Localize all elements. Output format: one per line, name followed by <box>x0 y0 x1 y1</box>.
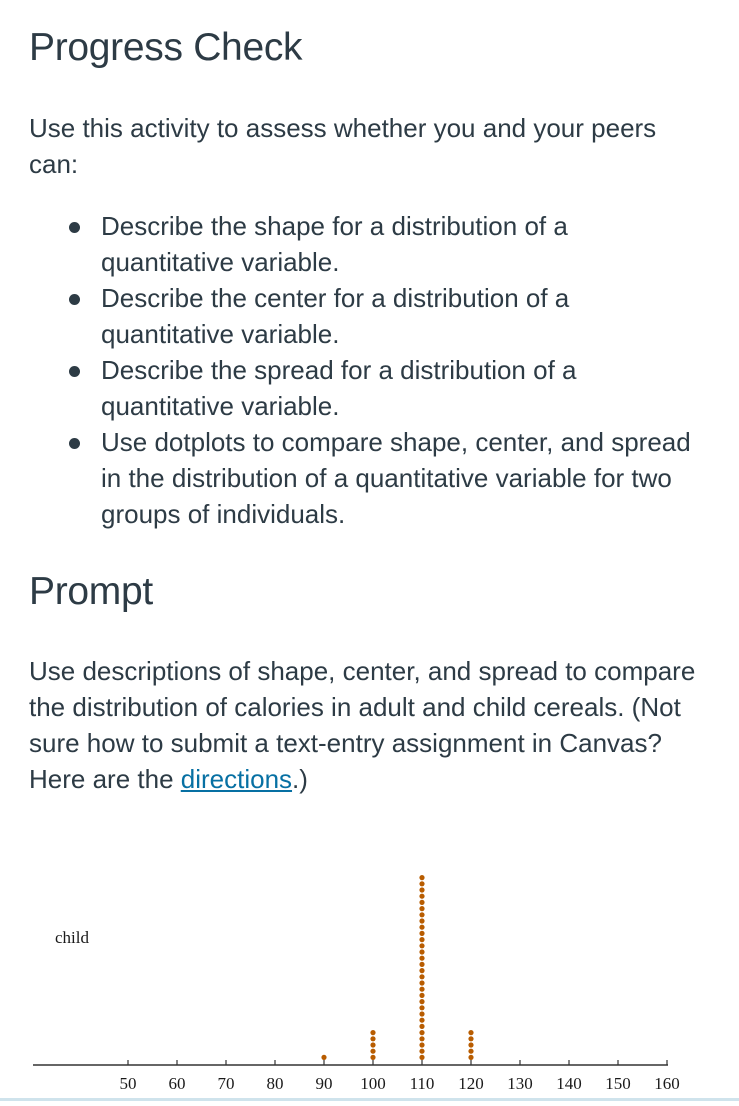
data-dot <box>419 1049 424 1054</box>
data-dot <box>370 1030 375 1035</box>
objective-text: Describe the spread for a distribution of a quantitative variable. <box>101 355 577 421</box>
data-dot <box>419 1055 424 1060</box>
x-tick-label: 160 <box>654 1074 680 1093</box>
data-dot <box>370 1049 375 1054</box>
objective-text: Use dotplots to compare shape, center, and spread in the distribution of a quantitative variable for two groups of individuals. <box>101 427 691 529</box>
prompt-title: Prompt <box>29 570 153 613</box>
data-dot <box>419 1018 424 1023</box>
dotplot-svg <box>0 840 739 1101</box>
data-dot <box>419 925 424 930</box>
intro-paragraph: Use this activity to assess whether you and your peers can: <box>29 113 657 179</box>
page-title: Progress Check <box>29 26 303 69</box>
data-dot <box>370 1055 375 1060</box>
data-dot <box>419 968 424 973</box>
x-tick-label: 150 <box>605 1074 631 1093</box>
data-dot <box>370 1042 375 1047</box>
x-tick-label: 120 <box>458 1074 484 1093</box>
data-dot <box>419 900 424 905</box>
data-dot <box>419 956 424 961</box>
data-dot <box>468 1049 473 1054</box>
bullet-icon <box>69 294 80 305</box>
data-dot <box>419 1030 424 1035</box>
data-dot <box>419 987 424 992</box>
objectives-list <box>0 208 700 532</box>
data-dot <box>419 875 424 880</box>
data-dot <box>419 980 424 985</box>
x-tick-label: 100 <box>360 1074 386 1093</box>
data-dot <box>419 1042 424 1047</box>
prompt-text-end: .) <box>292 764 308 794</box>
data-dot <box>419 881 424 886</box>
x-tick-label: 80 <box>266 1074 284 1093</box>
bullet-icon <box>69 366 80 377</box>
bullet-icon <box>69 438 80 449</box>
data-dot <box>419 943 424 948</box>
data-dot <box>419 1036 424 1041</box>
prompt-paragraph <box>29 653 709 797</box>
data-dot <box>419 1024 424 1029</box>
data-dot <box>468 1036 473 1041</box>
data-dot <box>419 949 424 954</box>
directions-link[interactable]: directions <box>180 764 293 794</box>
data-dot <box>419 918 424 923</box>
data-dot <box>419 999 424 1004</box>
group-label: child <box>55 928 89 947</box>
data-dot <box>419 962 424 967</box>
data-dot <box>468 1030 473 1035</box>
data-dot <box>419 912 424 917</box>
x-tick-label: 60 <box>168 1074 186 1093</box>
x-tick-label: 90 <box>315 1074 333 1093</box>
objective-text: Describe the center for a distribution of a quantitative variable. <box>101 283 570 349</box>
dotplot-chart <box>0 840 739 1101</box>
data-dot <box>419 1011 424 1016</box>
data-dot <box>419 906 424 911</box>
data-dot <box>468 1042 473 1047</box>
data-dot <box>419 974 424 979</box>
x-tick-label: 110 <box>409 1074 435 1093</box>
data-dot <box>419 887 424 892</box>
x-tick-label: 70 <box>217 1074 235 1093</box>
data-dot <box>419 931 424 936</box>
list-item <box>0 424 700 532</box>
objective-text: Describe the shape for a distribution of a quantitative variable. <box>101 211 568 277</box>
list-item <box>0 280 700 352</box>
x-tick-label: 130 <box>507 1074 533 1093</box>
data-dot <box>370 1036 375 1041</box>
bullet-icon <box>69 222 80 233</box>
data-dot <box>419 1005 424 1010</box>
x-tick-label: 140 <box>556 1074 582 1093</box>
data-dot <box>419 993 424 998</box>
data-dot <box>468 1055 473 1060</box>
data-dot <box>321 1055 326 1060</box>
list-item <box>0 208 700 280</box>
x-tick-label: 50 <box>119 1074 137 1093</box>
data-dot <box>419 894 424 899</box>
prompt-text: Use descriptions of shape, center, and spread to compare the distribution of calories in adult and child cereals. (Not sure how to submit a text-entry assignment in Canvas? Here are the <box>29 656 696 794</box>
list-item <box>0 352 700 424</box>
data-dot <box>419 937 424 942</box>
